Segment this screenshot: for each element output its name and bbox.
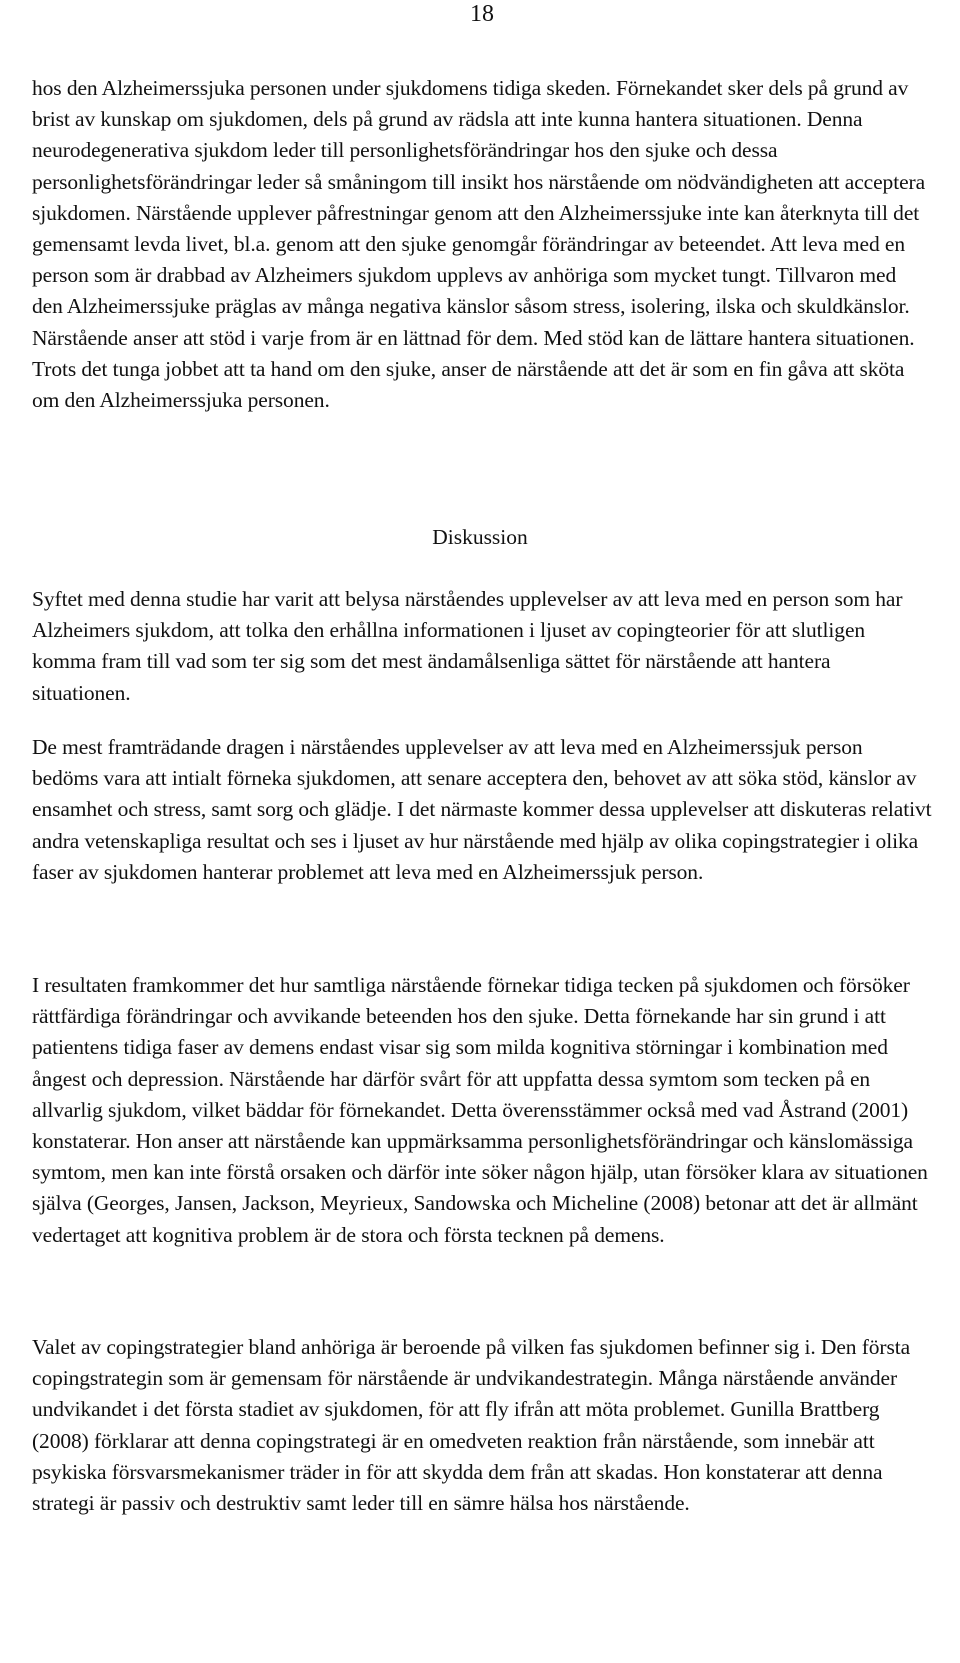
section-heading-diskussion: Diskussion: [432, 525, 528, 549]
paragraph-main-features: De mest framträdande dragen i närståendes upplevelser av att leva med en Alzheimerssjuk person bedöms vara att intialt förneka sjukdomen, att senare acceptera den, behovet av att söka stöd, känslor av ensamhet och stress, samt sorg och glädje. I det närmaste kommer dessa upplevelser att diskuteras relativt andra vetenskapliga resultat och ses i ljuset av hur närstående med hjälp av olika copingstrategier i olika faser av sjukdomen hanterar problemet att leva med en Alzheimerssjuk person.: [32, 735, 932, 884]
paragraph-purpose: Syftet med denna studie har varit att belysa närståendes upplevelser av att leva med en person som har Alzheimers sjukdom, att tolka den erhållna informationen i ljuset av copingteorier för att slutligen komma fram till vad som ter sig som det mest ändamålsenliga sättet för närstående att hantera situationen.: [32, 587, 903, 705]
page-number: 18: [470, 1, 494, 27]
paragraph-intro-continuation: hos den Alzheimerssjuka personen under sjukdomens tidiga skeden. Förnekandet sker dels på grund av brist av kunskap om sjukdomen, dels på grund av rädsla att inte kunna hantera situationen. Denna neurodegenerativa sjukdom leder till personlighetsförändringar hos den sjuke och dessa personlighetsförändringar leder så småningom till insikt hos närstående om nödvändigheten att acceptera sjukdomen. Närstående upplever påfrestningar genom att den Alzheimerssjuke inte kan återknyta till det gemensamt levda livet, bl.a. genom att den sjuke genomgår förändringar av beteendet. Att leva med en person som är drabbad av Alzheimers sjukdom upplevs av anhöriga som mycket tungt. Tillvaron med den Alzheimerssjuke präglas av många negativa känslor såsom stress, isolering, ilska och skuldkänslor. Närstående anser att stöd i varje from är en lättnad för dem. Med stöd kan de lättare hantera situationen. Trots det tunga jobbet att ta hand om den sjuke, anser de närstående att det är som en fin gåva att sköta om den Alzheimerssjuka personen.: [32, 76, 926, 413]
paragraph-coping-strategies: Valet av copingstrategier bland anhöriga är beroende på vilken fas sjukdomen befinner sig i. Den första copingstrategin som är gemensam för närstående är undvikandestrategin. Många närstående använder undvikandet i det första stadiet av sjukdomen, för att fly ifrån att möta problemet. Gunilla Brattberg (2008) förklarar att denna copingstrategi är en omedveten reaktion från närstående, som innebär att psykiska försvarsmekanismer träder in för att skydda dem från att skadas. Hon konstaterar att denna strategi är passiv och destruktiv samt leder till en sämre hälsa hos närstående.: [32, 1335, 911, 1516]
paragraph-denial-results: I resultaten framkommer det hur samtliga närstående förnekar tidiga tecken på sjukdomen och försöker rättfärdiga förändringar och avvikande beteenden hos den sjuke. Detta förnekande har sin grund i att patientens tidiga faser av demens endast visar sig som milda kognitiva störningar i kombination med ångest och depression. Närstående har därför svårt för att uppfatta dessa symtom som tecken på en allvarlig sjukdom, vilket bäddar för förnekandet. Detta överensstämmer också med vad Åstrand (2001) konstaterar. Hon anser att närstående kan uppmärksamma personlighetsförändringar och känslomässiga symtom, men kan inte förstå orsaken och därför inte söker någon hjälp, utan försöker klara av situationen själva (Georges, Jansen, Jackson, Meyrieux, Sandowska och Micheline (2008) betonar att det är allmänt vedertaget att kognitiva problem är de stora och första tecknen på demens.: [32, 973, 928, 1247]
